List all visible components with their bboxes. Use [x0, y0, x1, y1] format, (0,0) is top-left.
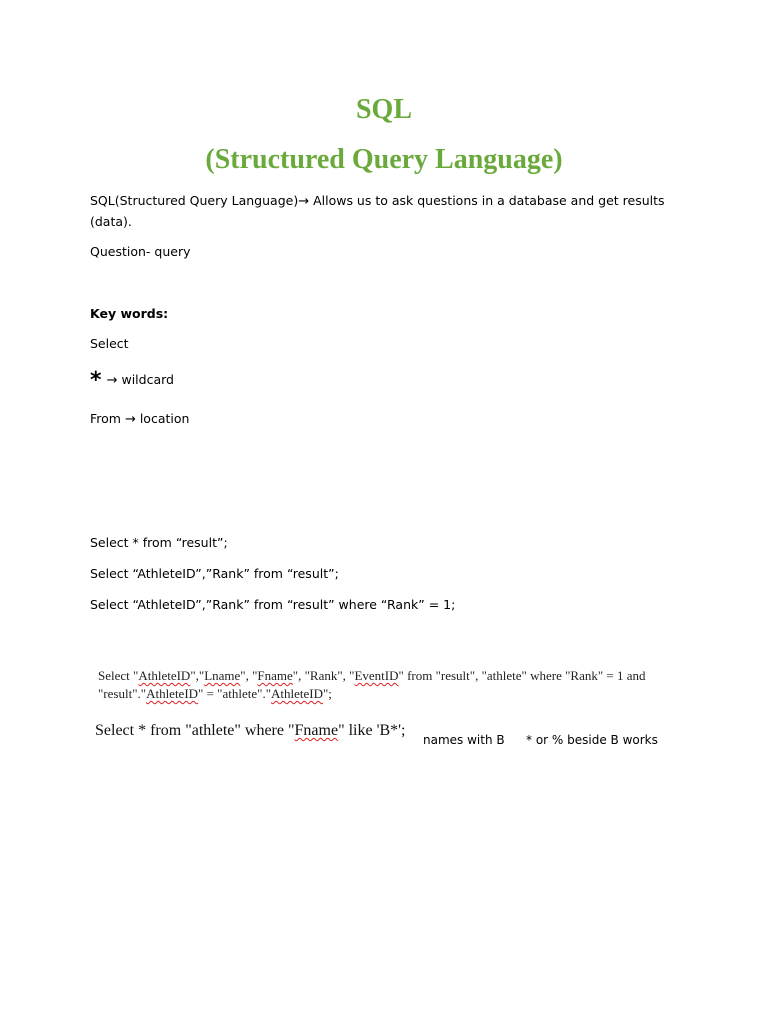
page-subtitle: (Structured Query Language): [205, 144, 563, 175]
join-query-text: ", "Rank", ": [292, 668, 355, 683]
keyword-from: [90, 409, 189, 429]
join-query-text: " = "athlete".": [198, 686, 272, 701]
join-query-text: Select ": [98, 668, 139, 683]
question-line: Question- query: [90, 244, 191, 259]
definition-text: Allows us to ask questions in a database and get results (data).: [90, 193, 665, 229]
spellcheck-word: AthleteID: [138, 668, 191, 683]
join-query-text: ", ": [240, 668, 258, 683]
like-query-text: Select * from "athlete" where ": [95, 722, 295, 739]
definition-paragraph: [90, 191, 670, 232]
like-query: [95, 722, 405, 740]
asterisk-symbol: *: [90, 368, 102, 393]
spellcheck-word: AthleteID: [146, 686, 199, 701]
query-line-2: Select “AthleteID”,”Rank” from “result”;: [90, 566, 339, 581]
join-query-text: ",": [190, 668, 205, 683]
spellcheck-word: EventID: [354, 668, 399, 683]
page-title: SQL: [355, 94, 413, 125]
spellcheck-word: Fname: [257, 668, 293, 683]
wildcard-label: wildcard: [117, 372, 174, 387]
spellcheck-word: Lname: [204, 668, 241, 683]
keyword-select: Select: [90, 336, 129, 351]
spellcheck-word: Fname: [294, 722, 339, 739]
query-line-1: Select * from “result”;: [90, 535, 228, 550]
location-label: location: [135, 411, 190, 426]
note-wildcard-percent: * or % beside B works: [526, 733, 658, 747]
join-query: [98, 667, 688, 703]
arrow-right-icon: →: [106, 373, 118, 388]
keyword-wildcard: [90, 368, 174, 393]
like-query-text: " like 'B*';: [338, 722, 406, 739]
spellcheck-word: AthleteID: [271, 686, 323, 701]
query-line-3: Select “AthleteID”,”Rank” from “result” where “Rank” = 1;: [90, 597, 456, 612]
from-label: From: [90, 411, 125, 426]
note-names-with-b: names with B: [423, 733, 505, 747]
join-query-text: ";: [323, 686, 332, 701]
arrow-right-icon: →: [124, 412, 136, 427]
join-query-text: " from "result", "athlete" where "Rank" = 1 and "result".": [98, 668, 646, 701]
arrow-right-icon: →: [298, 194, 310, 209]
keywords-heading: Key words:: [90, 306, 169, 321]
definition-term: SQL(Structured Query Language): [90, 193, 299, 208]
